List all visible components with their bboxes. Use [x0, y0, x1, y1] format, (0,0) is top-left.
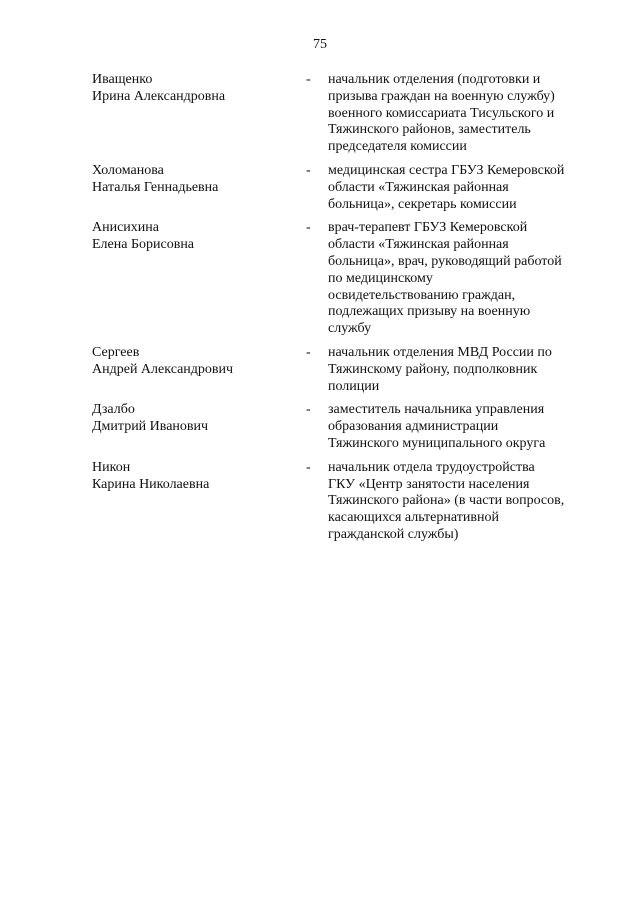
member-name [92, 220, 306, 254]
member-dash: - [306, 72, 311, 87]
member-name [92, 163, 306, 197]
member-entry [92, 163, 592, 213]
member-role: начальник отдела трудоустройства ГКУ «Центр занятости населения Тяжинского района» (в части вопросов, касающихся альтернативной гражданской службы) [328, 459, 565, 542]
member-role: начальник отделения МВД России по Тяжинскому району, подполковник полиции [328, 344, 552, 394]
member-surname: Сергеев [92, 344, 140, 360]
member-dash: - [306, 220, 311, 236]
member-role: начальник отделения (подготовки и призыва граждан на военную службу) военного комиссариата Тисульского и Тяжинского районов, заместитель председателя комиссии [328, 72, 555, 155]
member-given-names: Андрей Александрович [92, 361, 234, 377]
member-name [92, 345, 306, 379]
member-given-names: Елена Борисовна [92, 237, 195, 253]
member-given-names: Ирина Александровна [92, 88, 226, 104]
member-entry [92, 402, 592, 452]
member-entry [92, 220, 592, 338]
member-given-names: Карина Николаевна [92, 476, 210, 492]
member-name [92, 402, 306, 436]
member-dash: - [306, 344, 311, 360]
commission-member-list [92, 72, 592, 544]
member-given-names: Дмитрий Иванович [92, 419, 209, 435]
member-dash: - [306, 402, 311, 418]
page-number: 75 [313, 37, 327, 52]
member-role: медицинская сестра ГБУЗ Кемеровской области «Тяжинская районная больница», секретарь комиссии [328, 162, 565, 212]
member-surname: Иващенко [92, 72, 153, 87]
member-entry [92, 345, 592, 395]
member-surname: Холоманова [92, 162, 164, 178]
member-surname: Дзалбо [92, 402, 135, 418]
member-dash: - [306, 459, 311, 475]
member-role: заместитель начальника управления образования администрации Тяжинского муниципального округа [328, 402, 546, 451]
member-given-names: Наталья Геннадьевна [92, 179, 219, 195]
member-surname: Никон [92, 459, 131, 475]
member-name [92, 72, 306, 106]
member-entry [92, 460, 592, 544]
member-entry [92, 72, 592, 156]
member-role: врач-терапевт ГБУЗ Кемеровской области «Тяжинская районная больница», врач, руководящий работой по медицинскому освидетельствованию граждан, подлежащих призыву на военную службу [328, 220, 562, 337]
member-name [92, 460, 306, 494]
member-surname: Анисихина [92, 220, 159, 236]
member-dash: - [306, 162, 311, 178]
